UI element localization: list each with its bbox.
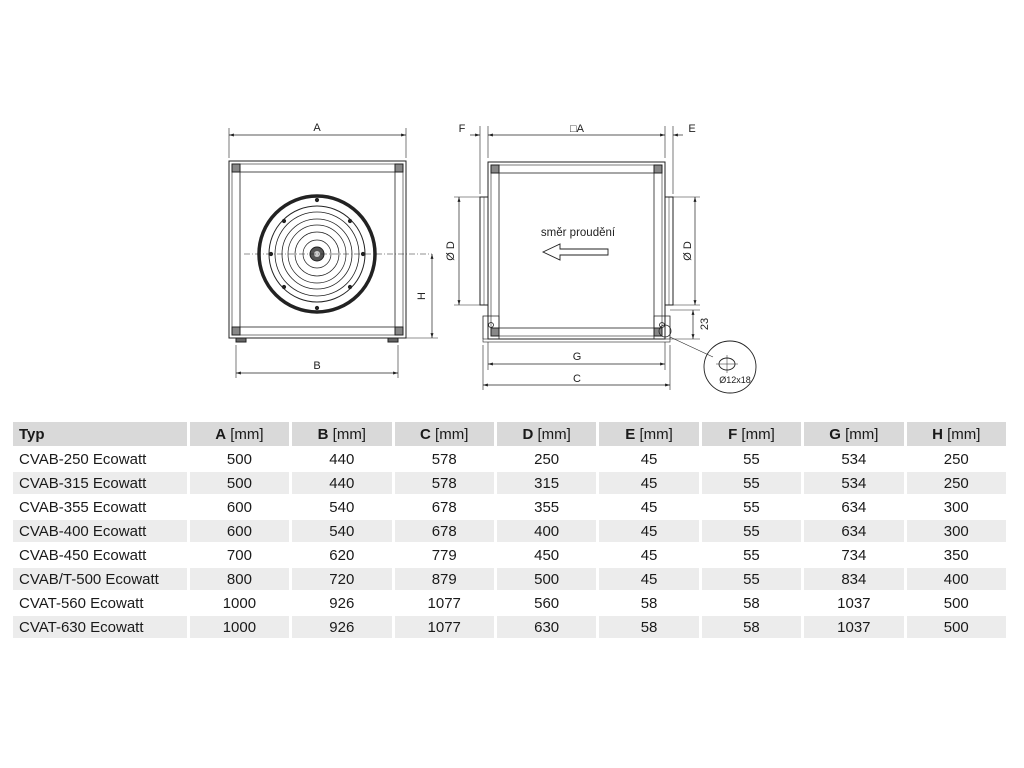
cell-f: 58 xyxy=(702,616,801,638)
side-label-e: E xyxy=(688,123,696,135)
cell-a: 700 xyxy=(190,544,289,566)
table-body xyxy=(13,448,1006,638)
cell-f: 58 xyxy=(702,592,801,614)
side-label-d-left: Ø D xyxy=(445,241,457,261)
column-header-a xyxy=(190,422,289,446)
cell-b: 926 xyxy=(292,616,391,638)
cell-type: CVAT-560 Ecowatt xyxy=(13,592,187,614)
column-header-name: D xyxy=(522,425,534,443)
column-header-typ xyxy=(13,422,187,446)
cell-e: 45 xyxy=(599,520,698,542)
cell-h: 500 xyxy=(907,592,1006,614)
table-row xyxy=(13,520,1006,542)
side-label-f: F xyxy=(458,123,466,135)
cell-h: 400 xyxy=(907,568,1006,590)
cell-f: 55 xyxy=(702,472,801,494)
cell-b: 620 xyxy=(292,544,391,566)
cell-type: CVAB/T-500 Ecowatt xyxy=(13,568,187,590)
spec-table xyxy=(10,420,1009,640)
cell-e: 58 xyxy=(599,616,698,638)
cell-e: 45 xyxy=(599,544,698,566)
column-header-name: F xyxy=(728,425,738,443)
cell-b: 720 xyxy=(292,568,391,590)
cell-g: 634 xyxy=(804,520,903,542)
cell-f: 55 xyxy=(702,544,801,566)
cell-c: 779 xyxy=(395,544,494,566)
cell-b: 540 xyxy=(292,520,391,542)
cell-d: 500 xyxy=(497,568,596,590)
cell-type: CVAT-630 Ecowatt xyxy=(13,616,187,638)
cell-c: 1077 xyxy=(395,592,494,614)
column-header-name: Typ xyxy=(19,425,45,443)
column-header-c xyxy=(395,422,494,446)
cell-g: 1037 xyxy=(804,592,903,614)
cell-a: 600 xyxy=(190,520,289,542)
cell-a: 500 xyxy=(190,448,289,470)
cell-e: 58 xyxy=(599,592,698,614)
flow-direction-arrow xyxy=(543,244,608,260)
side-label-a-square: □A xyxy=(570,123,584,135)
column-header-name: G xyxy=(829,425,841,443)
cell-c: 578 xyxy=(395,448,494,470)
cell-c: 678 xyxy=(395,496,494,518)
hole-detail xyxy=(704,341,756,393)
side-label-d-right: Ø D xyxy=(682,241,694,261)
cell-h: 250 xyxy=(907,448,1006,470)
cell-g: 534 xyxy=(804,472,903,494)
table-row xyxy=(13,592,1006,614)
cell-f: 55 xyxy=(702,520,801,542)
cell-d: 355 xyxy=(497,496,596,518)
cell-d: 630 xyxy=(497,616,596,638)
cell-a: 500 xyxy=(190,472,289,494)
front-label-a: A xyxy=(313,122,321,134)
cell-a: 1000 xyxy=(190,592,289,614)
side-view xyxy=(454,126,756,393)
cell-c: 578 xyxy=(395,472,494,494)
column-header-unit: [mm] xyxy=(328,425,366,443)
cell-b: 540 xyxy=(292,496,391,518)
cell-d: 450 xyxy=(497,544,596,566)
cell-d: 315 xyxy=(497,472,596,494)
cell-h: 300 xyxy=(907,496,1006,518)
cell-b: 440 xyxy=(292,448,391,470)
side-label-g: G xyxy=(572,351,582,363)
cell-d: 400 xyxy=(497,520,596,542)
cell-g: 834 xyxy=(804,568,903,590)
cell-type: CVAB-355 Ecowatt xyxy=(13,496,187,518)
column-header-e xyxy=(599,422,698,446)
cell-a: 1000 xyxy=(190,616,289,638)
column-header-d xyxy=(497,422,596,446)
column-header-name: H xyxy=(932,425,943,443)
column-header-unit: [mm] xyxy=(942,425,981,443)
cell-h: 350 xyxy=(907,544,1006,566)
column-header-unit: [mm] xyxy=(430,425,469,443)
cell-g: 534 xyxy=(804,448,903,470)
column-header-name: E xyxy=(625,425,636,443)
flow-label: směr proudění xyxy=(540,227,616,239)
cell-e: 45 xyxy=(599,568,698,590)
table-row xyxy=(13,616,1006,638)
column-header-f xyxy=(702,422,801,446)
cell-e: 45 xyxy=(599,448,698,470)
column-header-name: C xyxy=(420,425,431,443)
hole-label: Ø12x18 xyxy=(719,375,751,385)
cell-c: 678 xyxy=(395,520,494,542)
cell-c: 1077 xyxy=(395,616,494,638)
side-label-c: C xyxy=(573,373,581,385)
cell-e: 45 xyxy=(599,472,698,494)
column-header-b xyxy=(292,422,391,446)
cell-type: CVAB-450 Ecowatt xyxy=(13,544,187,566)
table-row xyxy=(13,448,1006,470)
column-header-h xyxy=(907,422,1006,446)
column-header-unit: [mm] xyxy=(226,425,264,443)
cell-a: 800 xyxy=(190,568,289,590)
cell-g: 1037 xyxy=(804,616,903,638)
table-row xyxy=(13,568,1006,590)
cell-f: 55 xyxy=(702,496,801,518)
column-header-unit: [mm] xyxy=(840,425,879,443)
cell-d: 250 xyxy=(497,448,596,470)
table-row xyxy=(13,544,1006,566)
cell-type: CVAB-250 Ecowatt xyxy=(13,448,187,470)
table-header-row xyxy=(13,422,1006,446)
cell-d: 560 xyxy=(497,592,596,614)
cell-h: 250 xyxy=(907,472,1006,494)
cell-f: 55 xyxy=(702,568,801,590)
column-header-unit: [mm] xyxy=(737,425,775,443)
cell-e: 45 xyxy=(599,496,698,518)
cell-a: 600 xyxy=(190,496,289,518)
column-header-name: A xyxy=(215,425,227,443)
cell-type: CVAB-400 Ecowatt xyxy=(13,520,187,542)
column-header-unit: [mm] xyxy=(533,425,571,443)
side-label-23: 23 xyxy=(699,317,711,331)
front-view xyxy=(229,128,438,378)
cell-b: 926 xyxy=(292,592,391,614)
cell-g: 734 xyxy=(804,544,903,566)
column-header-g xyxy=(804,422,903,446)
table-row xyxy=(13,496,1006,518)
cell-c: 879 xyxy=(395,568,494,590)
front-label-h: H xyxy=(416,292,428,300)
cell-f: 55 xyxy=(702,448,801,470)
cell-b: 440 xyxy=(292,472,391,494)
front-label-b: B xyxy=(313,360,321,372)
table-row xyxy=(13,472,1006,494)
cell-h: 500 xyxy=(907,616,1006,638)
cell-h: 300 xyxy=(907,520,1006,542)
cell-type: CVAB-315 Ecowatt xyxy=(13,472,187,494)
column-header-unit: [mm] xyxy=(635,425,673,443)
cell-g: 634 xyxy=(804,496,903,518)
column-header-name: B xyxy=(317,425,329,443)
